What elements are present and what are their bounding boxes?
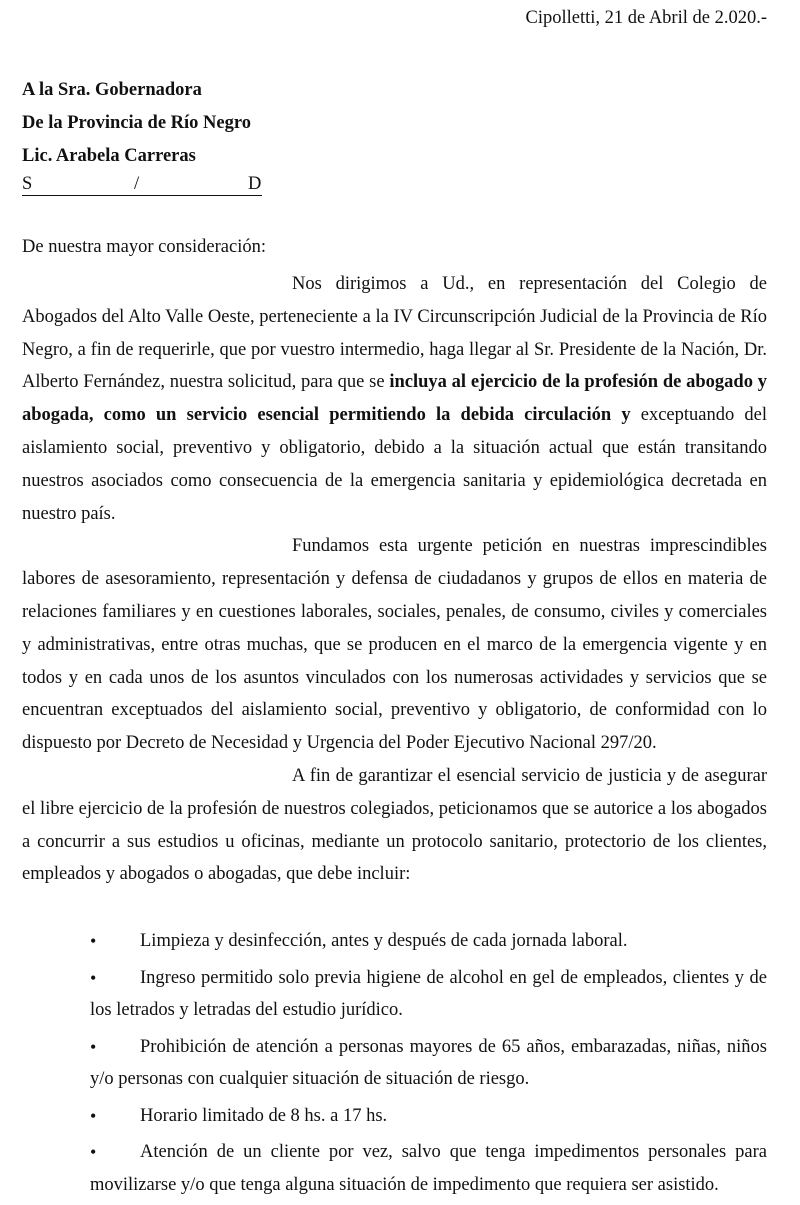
list-item-text: Ingreso permitido solo previa higiene de alcohol en gel de empleados, clientes y de los letrados y letradas del estudio jurídico. [90, 967, 767, 1020]
paragraph-2: Fundamos esta urgente petición en nuestras imprescindibles labores de asesoramiento, representación y defensa de ciudadanos y grupos de ellos en materia de relaciones familiares y en cuestiones laborales, sociales, penales, de consumo, civiles y comerciales y administrativas, entre otras muchas, que se producen en el marco de la emergencia vigente y en todos y en cada unos de los asuntos vinculados con los numerosas actividades y servicios que se encuentran exceptuados del aislamiento social, preventivo y obligatorio, de conformidad con lo dispuesto por Decreto de Necesidad y Urgencia del Poder Ejecutivo Nacional 297/20. [22, 536, 767, 754]
paragraph-1-part-1: Nos dirigimos a Ud., en representación del Colegio de Abogados del Alto Valle Oeste, perteneciente a la IV Circunscripción Judicial de la Provincia de Río Negro, a fin de requerirle, que por vuestro intermedio, haga llegar al Sr. Presidente de la Nación, Dr. Alberto Fernández, nuestra solicitud, para que se [22, 274, 767, 393]
bullet-icon: • [90, 1105, 97, 1126]
paragraph-1 [22, 268, 767, 530]
list-item [22, 1136, 767, 1201]
list-item [22, 1100, 767, 1133]
paragraph-3: A fin de garantizar el esencial servicio de justicia y de asegurar el libre ejercicio de la profesión de nuestros colegiados, peticionamos que se autorice a los abogados a concurrir a sus estudios u oficinas, mediante un protocolo sanitario, protectorio de los clientes, empleados y abogados o abogadas, que debe incluir: [22, 765, 767, 885]
list-item-text: Limpieza y desinfección, antes y después de cada jornada laboral. [140, 931, 628, 951]
recipient-address [22, 74, 251, 173]
letter-body [22, 268, 767, 891]
sd-right-letter: D [248, 174, 262, 194]
bullet-icon: • [90, 931, 97, 951]
sd-left-letter: S [22, 174, 33, 194]
bullet-icon: • [90, 1036, 97, 1057]
bullet-icon: • [90, 967, 97, 988]
recipient-line-3: Lic. Arabela Carreras [22, 146, 196, 166]
list-item-text: Atención de un cliente por vez, salvo que tenga impedimentos personales para movilizarse y/o que tenga alguna situación de impedimento que requiera ser asistido. [90, 1142, 767, 1195]
recipient-line-1: A la Sra. Gobernadora [22, 80, 202, 100]
list-item [22, 925, 767, 958]
protocol-list [22, 925, 767, 1205]
paragraph-1-part-2: exceptuando del aislamiento social, preventivo y obligatorio, debido a la situación actual que están transitando nuestros asociados como consecuencia de la emergencia sanitaria y epidemiológica decretada en nuestro país. [22, 405, 767, 524]
list-item [22, 1031, 767, 1096]
list-item-text: Horario limitado de 8 hs. a 17 hs. [140, 1105, 388, 1126]
letter-date: Cipolletti, 21 de Abril de 2.020.- [525, 8, 767, 28]
bullet-icon: • [90, 1142, 97, 1162]
sd-formula [22, 173, 262, 196]
greeting: De nuestra mayor consideración: [22, 237, 267, 257]
sd-slash: / [134, 174, 140, 194]
letter-page [22, 0, 767, 1200]
recipient-line-2: De la Provincia de Río Negro [22, 113, 251, 133]
list-item-text: Prohibición de atención a personas mayores de 65 años, embarazadas, niñas, niños y/o personas con cualquier situación de situación de riesgo. [90, 1036, 767, 1089]
list-item [22, 962, 767, 1027]
paragraph-1-bold: incluya al ejercicio de la profesión de abogado y abogada, como un servicio esencial permitiendo la debida circulación y [22, 372, 767, 426]
